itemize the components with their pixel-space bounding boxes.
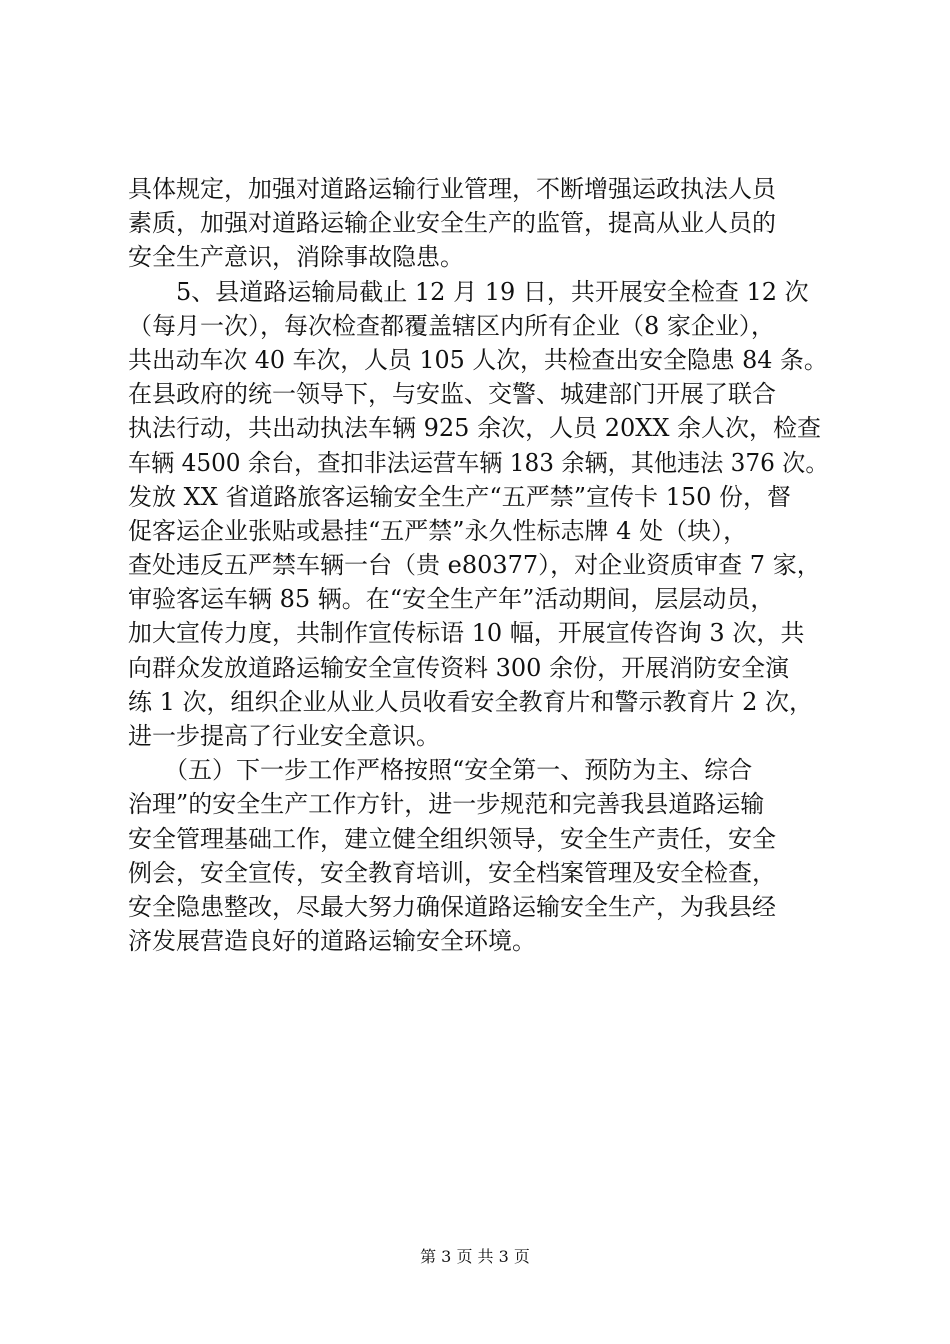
- text-line: 查处违反五严禁车辆一台（贵 e80377），对企业资质审查 7 家，: [128, 551, 821, 580]
- text-line: 5、县道路运输局截止 12 月 19 日，共开展安全检查 12 次: [128, 277, 809, 306]
- text-line: 审验客运车辆 85 辆。在“安全生产年”活动期间，层层动员，: [128, 585, 775, 614]
- text-line: 安全生产意识，消除事故隐患。: [128, 243, 464, 272]
- text-line: （五）下一步工作严格按照“安全第一、预防为主、综合: [128, 756, 753, 785]
- text-line: 治理”的安全生产工作方针，进一步规范和完善我县道路运输: [128, 790, 765, 819]
- text-line: 安全隐患整改，尽最大努力确保道路运输安全生产，为我县经: [128, 892, 776, 921]
- text-line: 共出动车次 40 车次，人员 105 人次，共检查出安全隐患 84 条。: [128, 345, 828, 374]
- text-line: 例会，安全宣传，安全教育培训，安全档案管理及安全检查，: [128, 858, 776, 887]
- text-line: 车辆 4500 余台，查扣非法运营车辆 183 余辆，其他违法 376 次。: [128, 448, 829, 477]
- text-line: 加大宣传力度，共制作宣传标语 10 幅，开展宣传咨询 3 次，共: [128, 619, 805, 648]
- text-line: 发放 XX 省道路旅客运输安全生产“五严禁”宣传卡 150 份，督: [128, 482, 792, 511]
- text-line: 济发展营造良好的道路运输安全环境。: [128, 927, 536, 956]
- page-footer: [0, 1247, 950, 1267]
- text-line: 具体规定，加强对道路运输行业管理，不断增强运政执法人员: [128, 175, 776, 203]
- body-text: [128, 172, 828, 958]
- text-line: 安全管理基础工作，建立健全组织领导，安全生产责任，安全: [128, 824, 776, 853]
- text-line: 在县政府的统一领导下，与安监、交警、城建部门开展了联合: [128, 380, 776, 409]
- text-line: （每月一次），每次检查都覆盖辖区内所有企业（8 家企业），: [128, 311, 775, 340]
- page-number-label: 第 3 页 共 3 页: [420, 1247, 530, 1266]
- text-line: 素质，加强对道路运输企业安全生产的监管，提高从业人员的: [128, 209, 776, 238]
- text-line: 进一步提高了行业安全意识。: [128, 722, 440, 750]
- text-line: 向群众发放道路运输安全宣传资料 300 余份，开展消防安全演: [128, 653, 790, 682]
- text-line: 执法行动，共出动执法车辆 925 余次，人员 20XX 余人次，检查: [128, 414, 822, 443]
- text-line: 练 1 次，组织企业从业人员收看安全教育片和警示教育片 2 次，: [128, 687, 814, 716]
- text-line: 促客运企业张贴或悬挂“五严禁”永久性标志牌 4 处（块），: [128, 516, 748, 545]
